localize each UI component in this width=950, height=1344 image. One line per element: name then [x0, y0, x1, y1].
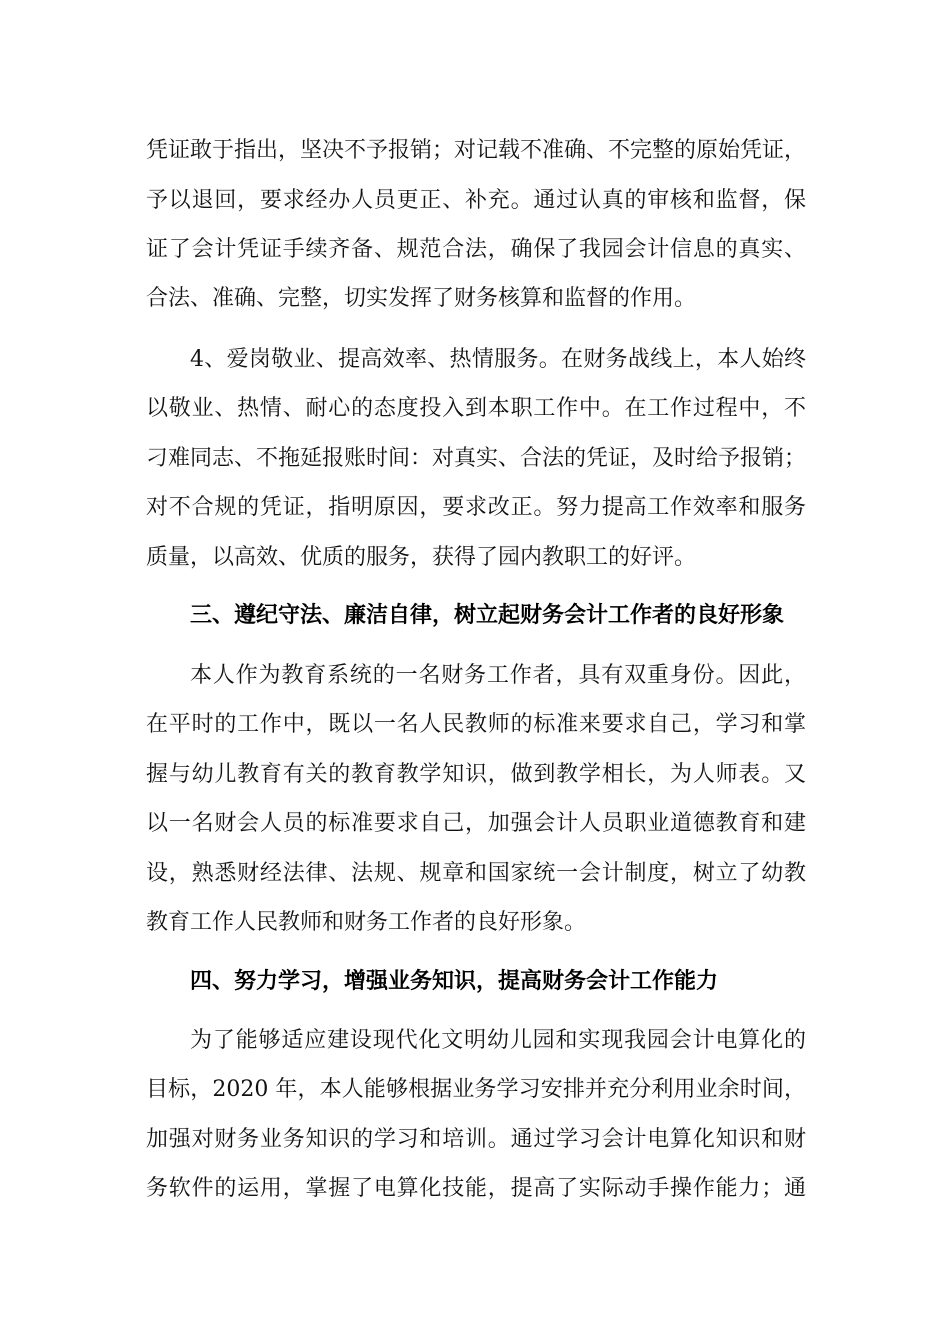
text-line: 本人作为教育系统的一名财务工作者，具有双重身份。因此，: [190, 663, 806, 688]
text-line: 予以退回，要求经办人员更正、补充。通过认真的审核和监督，保: [146, 188, 806, 213]
text-line: 目标，2020 年，本人能够根据业务学习安排并充分利用业余时间，: [146, 1077, 806, 1102]
text-line: 以敬业、热情、耐心的态度投入到本职工作中。在工作过程中，不: [146, 396, 806, 421]
text-line: 在平时的工作中，既以一名人民教师的标准来要求自己，学习和掌: [146, 712, 806, 737]
text-line: 4、爱岗敬业、提高效率、热情服务。在财务战线上，本人始终: [190, 347, 806, 372]
section-heading: 三、遵纪守法、廉洁自律，树立起财务会计工作者的良好形象: [190, 603, 785, 628]
text-line: 设，熟悉财经法律、法规、规章和国家统一会计制度，树立了幼教: [146, 861, 806, 886]
text-line: 加强对财务业务知识的学习和培训。通过学习会计电算化知识和财: [146, 1127, 806, 1152]
text-line: 对不合规的凭证，指明原因，要求改正。努力提高工作效率和服务: [146, 495, 806, 520]
text-line: 握与幼儿教育有关的教育教学知识，做到教学相长，为人师表。又: [146, 762, 806, 787]
text-line: 刁难同志、不拖延报账时间：对真实、合法的凭证，及时给予报销；: [146, 446, 807, 471]
text-line: 务软件的运用，掌握了电算化技能，提高了实际动手操作能力；通: [146, 1176, 806, 1201]
text-line: 证了会计凭证手续齐备、规范合法，确保了我园会计信息的真实、: [146, 237, 806, 262]
text-line: 凭证敢于指出，坚决不予报销；对记载不准确、不完整的原始凭证，: [146, 138, 807, 163]
text-line: 合法、准确、完整，切实发挥了财务核算和监督的作用。: [146, 286, 697, 311]
text-line: 以一名财会人员的标准要求自己，加强会计人员职业道德教育和建: [146, 811, 806, 836]
text-line: 教育工作人民教师和财务工作者的良好形象。: [146, 910, 587, 935]
section-heading: 四、努力学习，增强业务知识，提高财务会计工作能力: [190, 969, 719, 994]
text-line: 质量，以高效、优质的服务，获得了园内教职工的好评。: [146, 545, 697, 570]
text-line: 为了能够适应建设现代化文明幼儿园和实现我园会计电算化的: [190, 1028, 806, 1053]
